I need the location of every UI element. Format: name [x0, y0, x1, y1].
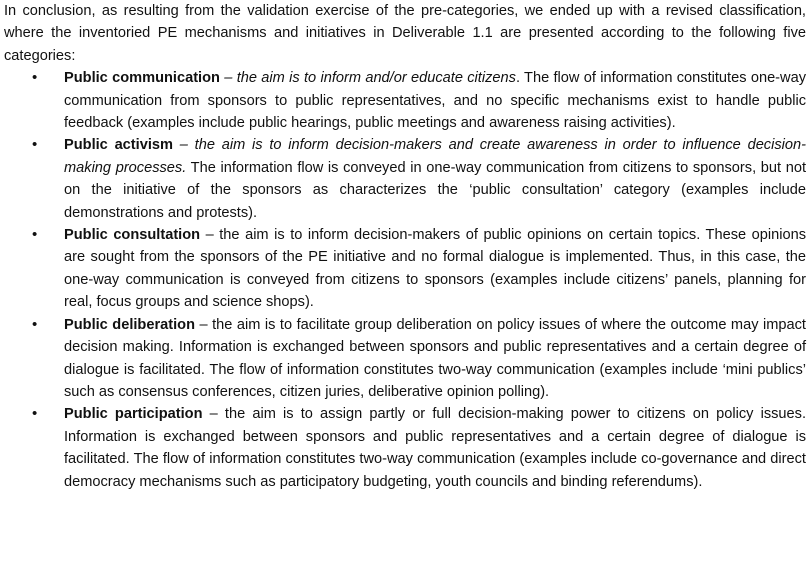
- category-aim: – the aim is to inform and/or educate citizens: [219, 70, 516, 87]
- category-term: Public communication: [64, 70, 220, 87]
- category-term: Public participation: [64, 406, 203, 423]
- list-item: [4, 224, 806, 314]
- category-aim: – the aim is to inform decision-makers and create awareness in order to influence decision-making processes.: [64, 137, 806, 176]
- category-description: – the aim is to assign partly or full decision-making power to citizens on policy issues. Information is exchanged between sponsors and public representatives and a certain degree of dialogue is facilitated. The flow of information constitutes two-way communication (examples include co-governance and direct democracy mechanisms such as participatory budgeting, youth councils and binding referendums).: [64, 406, 807, 490]
- list-item: [4, 134, 806, 224]
- list-item: [4, 314, 806, 404]
- bullet-icon: •: [32, 226, 38, 244]
- bullet-icon: •: [32, 69, 38, 87]
- category-list: [4, 67, 806, 493]
- category-description: . The flow of information constitutes one-way communication from sponsors to public representatives, and no specific mechanisms exist to handle public feedback (examples include public hearings, public meetings and awareness raising activities).: [64, 70, 806, 132]
- list-item: [4, 67, 806, 134]
- category-term: Public deliberation: [64, 316, 195, 333]
- bullet-icon: •: [32, 405, 38, 423]
- bullet-icon: •: [32, 315, 38, 333]
- category-description: – the aim is to facilitate group deliberation on policy issues of where the outcome may impact decision making. Information is exchanged between sponsors and public representatives and a certain degree of dialogue is facilitated. The flow of information constitutes two-way communication (examples include ‘mini publics’ such as consensus conferences, citizen juries, deliberative opinion polling).: [64, 316, 806, 400]
- category-term: Public consultation: [64, 227, 201, 244]
- bullet-icon: •: [32, 136, 38, 154]
- list-item: [4, 403, 806, 493]
- category-description: – the aim is to inform decision-makers of public opinions on certain topics. These opinions are sought from the sponsors of the PE initiative and no formal dialogue is implemented. Thus, in this case, the one-way communication is conveyed from citizens to sponsors (examples include citizens’ panels, planning for real, focus groups and science shops).: [64, 227, 807, 311]
- category-description: The information flow is conveyed in one-way communication from citizens to sponsors, but not on the initiative of the sponsors as characterizes the ‘public consultation’ category (examples include demonstrations and protests).: [64, 159, 807, 221]
- category-term: Public activism: [64, 137, 173, 154]
- intro-paragraph: In conclusion, as resulting from the validation exercise of the pre-categories, we ended up with a revised classification, where the inventoried PE mechanisms and initiatives in Deliverable 1.1 are presented according to the following five categories:: [4, 3, 806, 64]
